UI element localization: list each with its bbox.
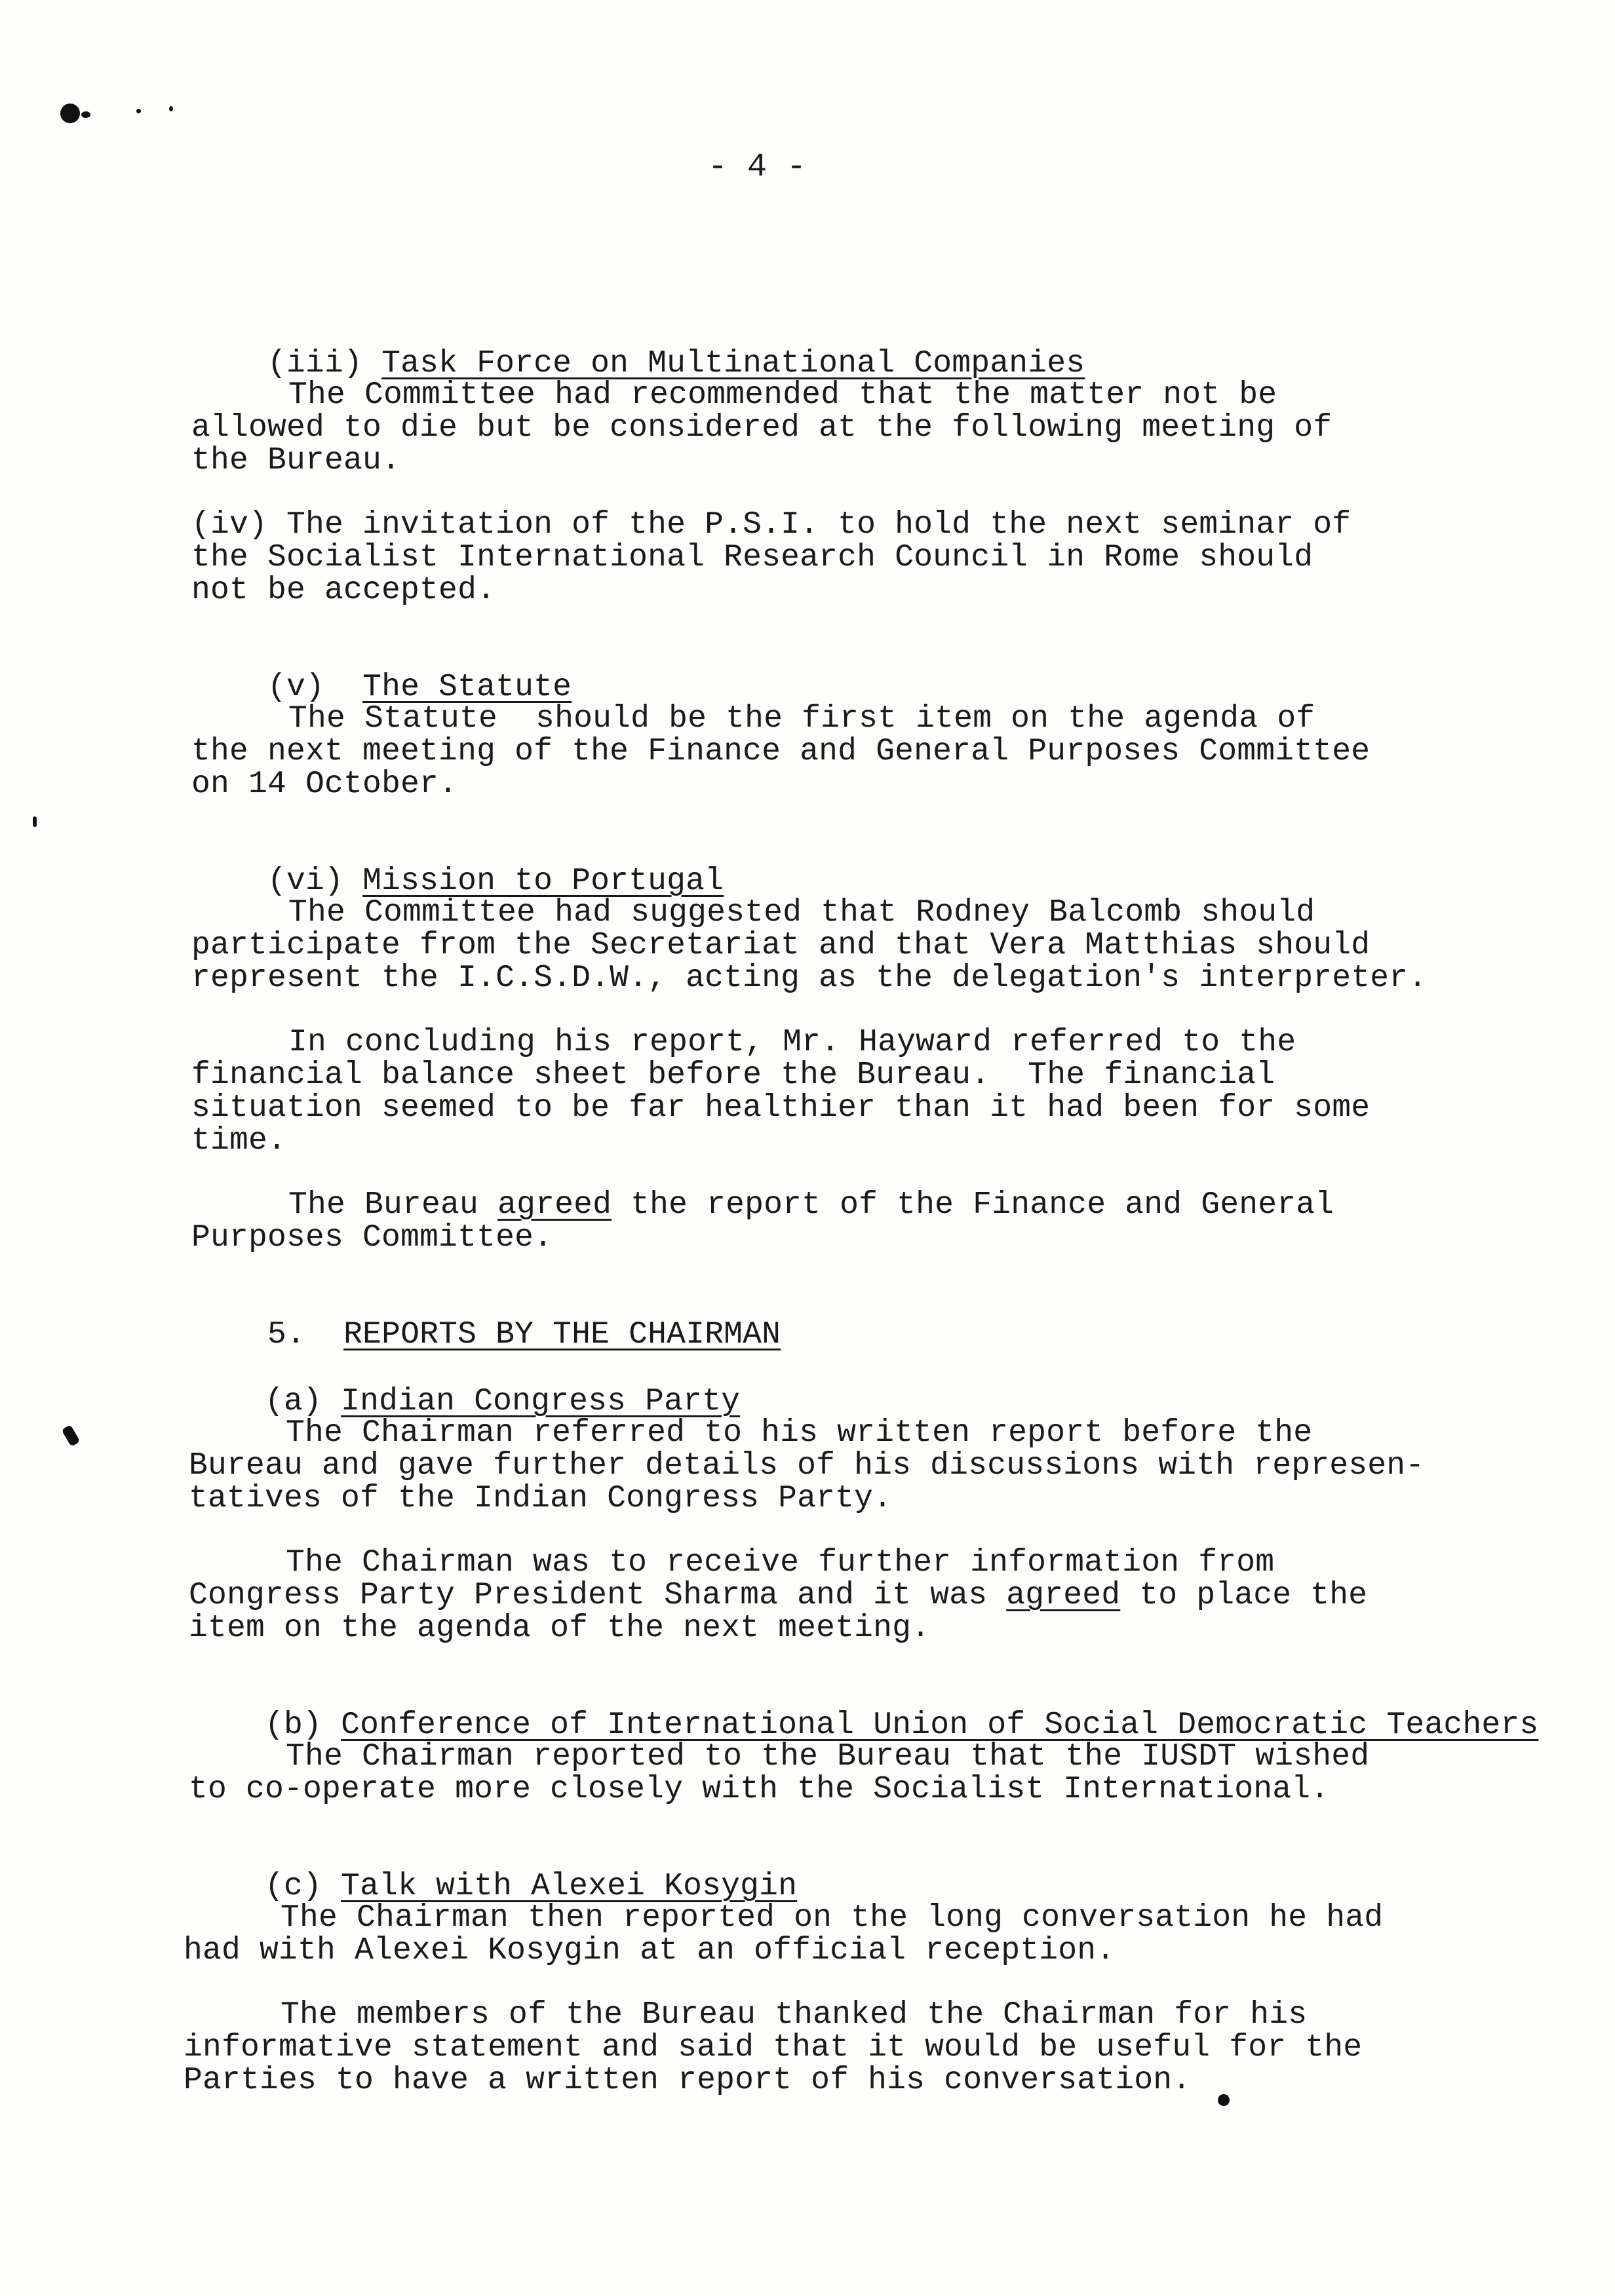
paragraph-line	[189, 1579, 1367, 1612]
subsection-title: Talk with Alexei Kosygin	[341, 1869, 798, 1904]
paragraph-line: The Committee had recommended that the matter not be	[288, 377, 1277, 413]
paragraph-line: had with Alexei Kosygin at an official reception.	[184, 1933, 1116, 1968]
paragraph-line: Bureau and gave further details of his discussions with represen-	[189, 1448, 1425, 1483]
scan-artifact-mark	[169, 106, 173, 111]
text-run: The Bureau	[288, 1187, 498, 1223]
scan-artifact-mark	[136, 109, 141, 113]
paragraph-line: Parties to have a written report of his conversation.	[184, 2063, 1192, 2098]
section-number: 5.	[267, 1317, 306, 1352]
item-title: The Statute	[362, 670, 572, 705]
paragraph-line: to co-operate more closely with the Socialist International.	[189, 1772, 1330, 1807]
paragraph-line: the Socialist International Research Council in Rome should	[191, 540, 1313, 575]
paragraph-line: The Chairman referred to his written report before the	[286, 1415, 1313, 1451]
item-number: (v)	[267, 670, 325, 705]
paragraph-line: In concluding his report, Mr. Hayward referred to the	[288, 1025, 1296, 1060]
text-run: to place the	[1120, 1578, 1368, 1613]
paragraph-line: (iv) The invitation of the P.S.I. to hold the next seminar of	[191, 507, 1352, 543]
scan-artifact-mark	[81, 111, 90, 118]
agreed-emphasis: agreed	[497, 1187, 612, 1223]
paragraph-line: The Chairman was to receive further information from	[286, 1545, 1275, 1580]
subsection-number: (b)	[265, 1708, 322, 1743]
paragraph-line: tatives of the Indian Congress Party.	[189, 1481, 893, 1516]
scan-artifact-mark	[60, 104, 80, 123]
paragraph-line: The Chairman reported to the Bureau that the IUSDT wished	[286, 1739, 1370, 1774]
scan-artifact-mark	[1218, 2094, 1230, 2106]
paragraph-line: The members of the Bureau thanked the Chairman for his	[281, 1997, 1308, 2033]
paragraph-line: represent the I.C.S.D.W., acting as the delegation's interpreter.	[191, 961, 1428, 996]
paragraph-line: allowed to die but be considered at the following meeting of	[191, 410, 1333, 446]
scan-artifact-mark	[33, 816, 37, 827]
subsection-title: Indian Congress Party	[341, 1384, 741, 1419]
item-number: (vi)	[267, 864, 344, 899]
paragraph-line: the Bureau.	[191, 443, 401, 478]
paragraph-line: The Statute should be the first item on the agenda of	[288, 701, 1315, 737]
item-title: Task Force on Multinational Companies	[381, 346, 1085, 381]
item-number: (iii)	[267, 346, 363, 381]
paragraph-line	[288, 1189, 1334, 1221]
paragraph-line: on 14 October.	[191, 767, 458, 802]
paragraph-line: The Committee had suggested that Rodney Balcomb should	[288, 895, 1315, 930]
paragraph-line: The Chairman then reported on the long conversation he had	[281, 1900, 1384, 1936]
agreed-emphasis: agreed	[1006, 1578, 1121, 1613]
item-title: Mission to Portugal	[362, 864, 724, 899]
paragraph-line: situation seemed to be far healthier than it had been for some	[191, 1090, 1371, 1126]
subsection-title: Conference of International Union of Social Democratic Teachers	[341, 1708, 1539, 1743]
paragraph-line: participate from the Secretariat and that Vera Matthias should	[191, 928, 1371, 963]
text-run: Congress Party President Sharma and it was	[189, 1578, 1007, 1613]
paragraph-line: Purposes Committee.	[191, 1220, 553, 1255]
paragraph-line: the next meeting of the Finance and General Purposes Committee	[191, 734, 1371, 769]
paragraph-line: item on the agenda of the next meeting.	[189, 1611, 931, 1646]
subsection-number: (a)	[265, 1384, 322, 1419]
subsection-number: (c)	[265, 1869, 322, 1904]
section-title: REPORTS BY THE CHAIRMAN	[343, 1317, 781, 1352]
paragraph-line: time.	[191, 1123, 287, 1158]
scan-artifact-mark	[62, 1425, 81, 1447]
page-number: - 4 -	[708, 149, 807, 186]
paragraph-line: financial balance sheet before the Bureau. The financial	[191, 1058, 1275, 1093]
text-run: the report of the Finance and General	[612, 1187, 1334, 1223]
paragraph-line: not be accepted.	[191, 573, 496, 608]
paragraph-line: informative statement and said that it would be useful for the	[184, 2030, 1363, 2065]
